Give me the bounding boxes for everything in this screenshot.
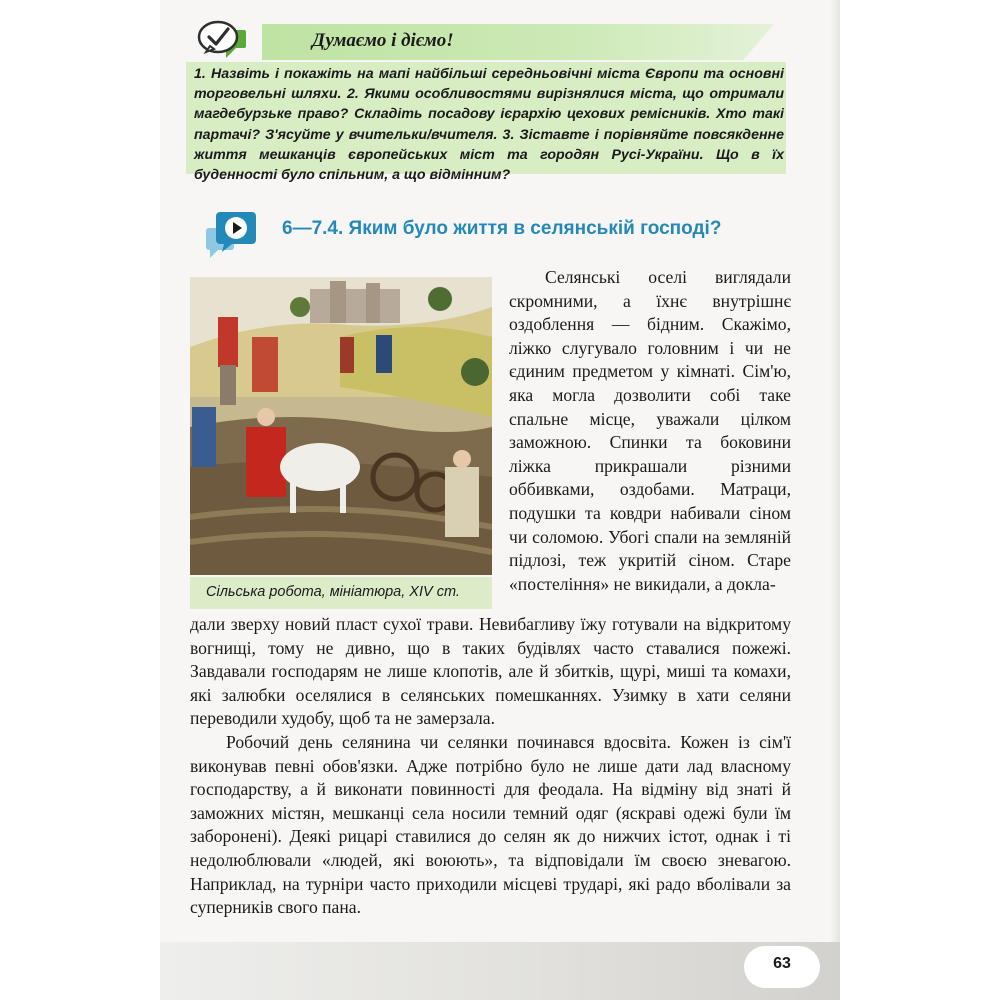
main-text <box>190 613 791 920</box>
page-number: 63 <box>773 955 791 972</box>
page-edge-shadow <box>830 0 840 1000</box>
think-act-title: Думаємо і діємо! <box>312 30 454 51</box>
section-title: 6—7.4. Яким було життя в селянській господі? <box>282 218 722 239</box>
footer-band <box>160 942 840 1000</box>
paragraph-continuation: дали зверху новий пласт сухої трави. Невибагливу їжу готували на відкритому вогнищі, тому не дивно, що в таких будівлях часто ставалися пожежі. Завдавали господарям не лише клопотів, але й збитків, щурі, миші та комахи, які залюбки оселялися в селянських помешканнях. Узимку в хати селяни переводили худобу, щоб та не замерзала. <box>190 614 791 729</box>
side-paragraph <box>509 266 791 596</box>
figure-caption: Сільська робота, мініатюра, XIV ст. <box>206 584 460 600</box>
medieval-miniature-image <box>190 277 492 575</box>
peasant-labour-miniature <box>190 277 492 575</box>
video-play-icon <box>204 208 262 260</box>
paragraph-2: Робочий день селянина чи селянки починався вдосвіта. Кожен із сім'ї виконував певні обов'язки. Адже потрібно було не лише дати лад власному господарству, а й виконати повинності для феодала. На відміну від знаті й заможних містян, мешканці села носили темний одяг (яскраві одежі були їм заборонені). Деякі рицарі ставилися до селян як до нижчих істот, однак і ті недолюблювали «людей, які воюють», та відповідали їм своєю зневагою. Наприклад, на турніри часто приходили місцеві трударі, які радо вболівали за суперників свого пана. <box>190 731 791 918</box>
speech-check-icon <box>196 18 248 62</box>
tasks-text: 1. Назвіть і покажіть на мапі найбільші середньовічні міста Європи та основні торговельні шляхи. 2. Якими особливостями вирізнялися міста, що отримали магдебурзьке право? Складіть посадову ієрархію цехових ремісників. Хто такі партачі? З'ясуйте у вчительки/вчителя. 3. Зіставте і порівняйте повсякденне життя мешканців європейських міст та городян Русі-України. Що в їх буденності було спільним, а що відмінним? <box>194 66 784 184</box>
side-paragraph-text: Селянські оселі виглядали скромними, а їхнє внутрішнє оздоблення — бідним. Скажімо, ліжко слугувало головним і чи не єдиним предметом у кімнаті. Сім'ю, яка могла дозволити собі таке спальне місце, уважали цілком заможною. Спинки та боковини ліжка прикрашали різними оббивками, оздобами. Матраци, подушки та ковдри набивали сіном чи соломою. Убогі спали на земляній підлозі, теж укритій сіном. Старе «постеління» не викидали, а докла- <box>509 267 791 594</box>
